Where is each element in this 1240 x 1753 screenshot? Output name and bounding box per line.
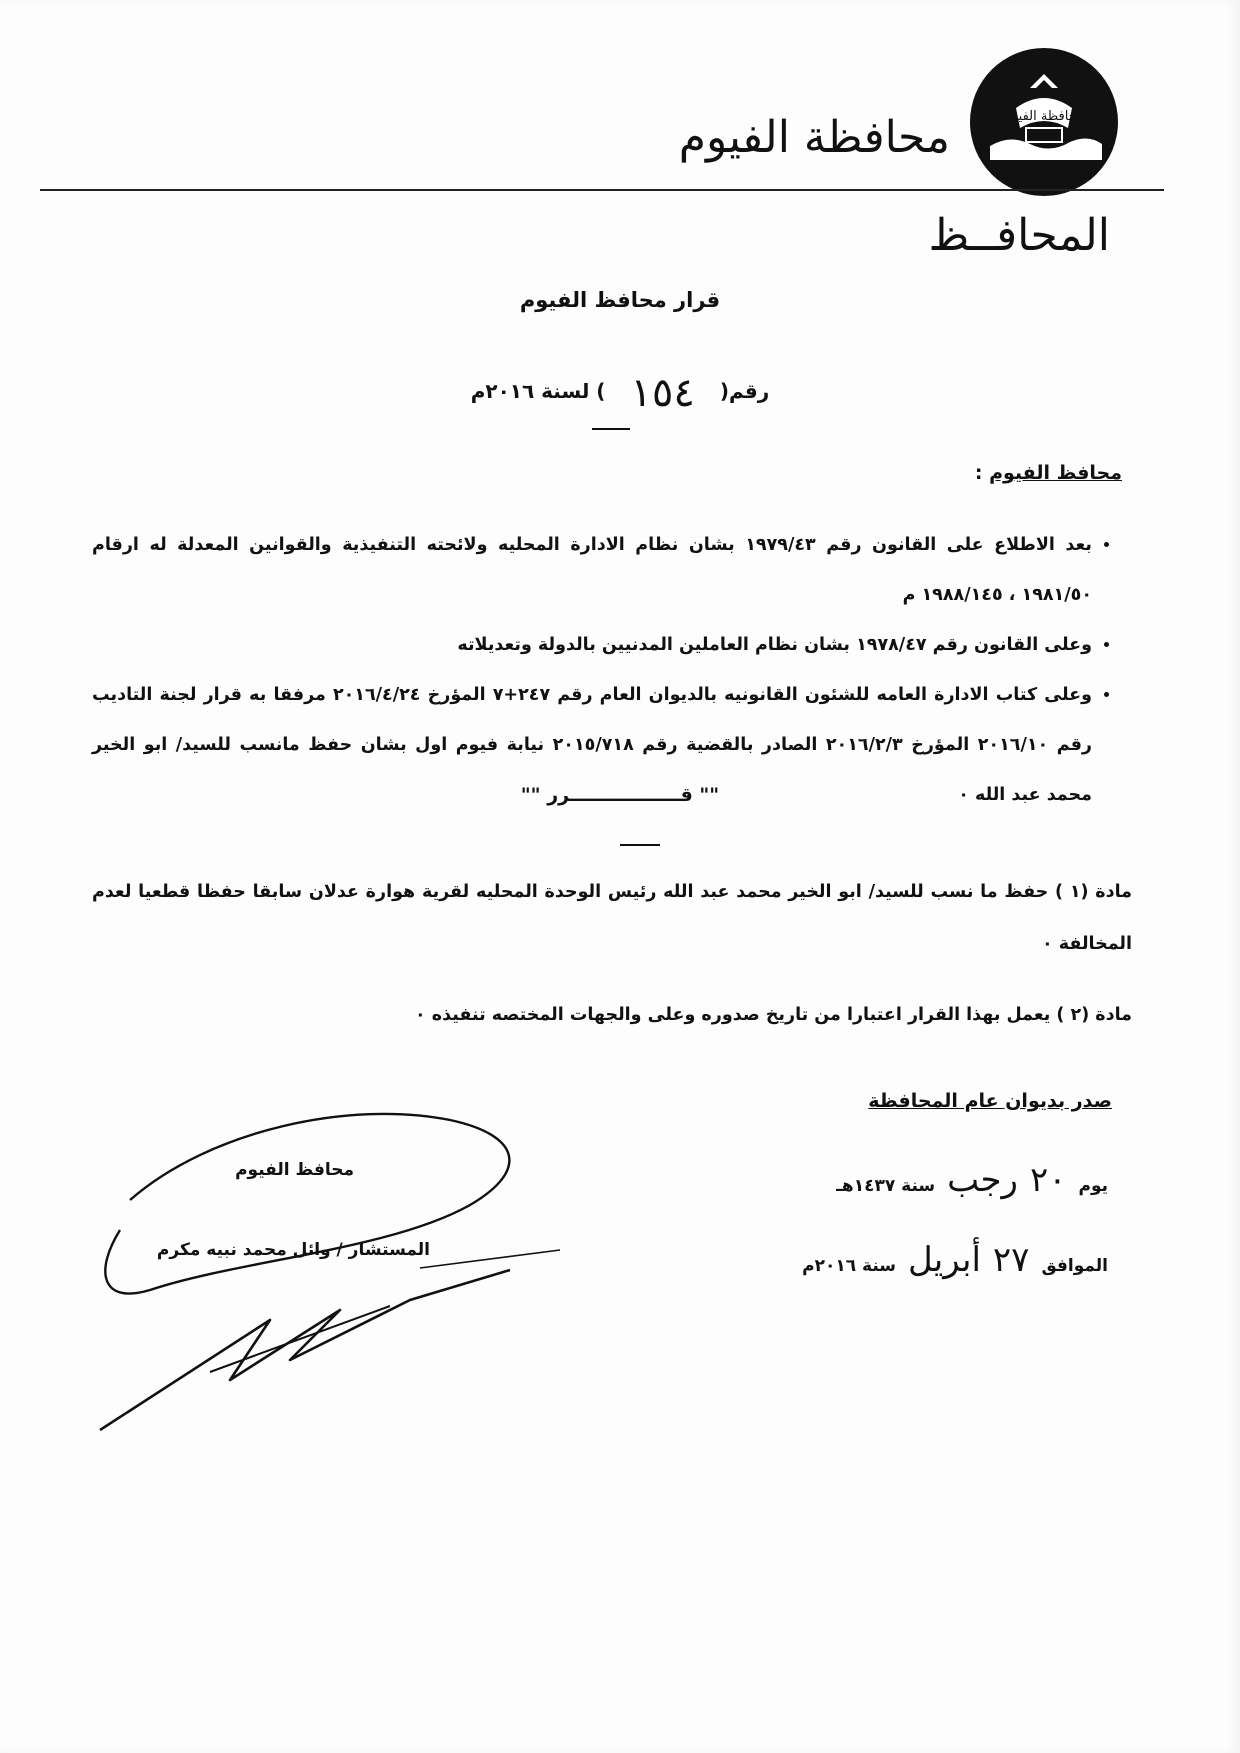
hijri-year: سنة ١٤٣٧هـ [836, 1176, 936, 1196]
office-title: المحافــظ [928, 210, 1110, 261]
article-2: مادة (٢ ) يعمل بهذا القرار اعتبارا من تاريخ صدوره وعلى والجهات المختصه تنفيذه ٠ [415, 1005, 1132, 1025]
signatory-title: محافظ الفيوم [235, 1160, 354, 1180]
addressee-label: محافظ الفيوم [989, 462, 1122, 484]
hijri-month: رجب [947, 1160, 1018, 1200]
governorate-name: محافظة الفيوم [678, 112, 950, 163]
addressee [975, 462, 1122, 484]
decision-number: ١٥٤ [630, 370, 695, 416]
decision-number-line [380, 370, 860, 416]
gregorian-day: ٢٧ [992, 1240, 1030, 1280]
addressee-colon: : [974, 462, 983, 484]
hijri-date [836, 1160, 1108, 1200]
hijri-day-label: يوم [1078, 1176, 1108, 1196]
preamble [92, 520, 1122, 820]
gregorian-month: أبريل [908, 1240, 981, 1280]
decide-dash [620, 844, 660, 846]
seal-text: محافظة الفيوم [1003, 109, 1085, 124]
title-dash [592, 428, 630, 430]
gregorian-date [802, 1240, 1108, 1280]
issued-at: صدر بديوان عام المحافظة [868, 1090, 1112, 1112]
preamble-item: • بعد الاطلاع على القانون رقم ١٩٧٩/٤٣ بشان نظام الادارة المحليه ولائحته التنفيذية والقوانين المعدلة له ارقام ١٩٨١/٥٠ ، ١٩٨٨/١٤٥ م [92, 520, 1092, 620]
year-label: ) لسنة ٢٠١٦م [470, 379, 606, 403]
number-label: رقم( [719, 379, 770, 403]
decide-heading: "" قـــــــــــــــــرر "" [520, 784, 720, 806]
preamble-list [92, 520, 1122, 820]
preamble-item: • وعلى القانون رقم ١٩٧٨/٤٧ بشان نظام العاملين المدنيين بالدولة وتعديلاته [92, 620, 1092, 670]
governorate-seal [970, 48, 1118, 196]
handwritten-signature [90, 1110, 570, 1450]
seal-emblem-icon [970, 48, 1118, 196]
decision-title: قرار محافظ الفيوم [519, 288, 721, 312]
preamble-item: • وعلى كتاب الادارة العامه للشئون القانونيه بالديوان العام رقم ٢٤٧+٧ المؤرخ ٢٠١٦/٤/٢٤ مرفقا به قرار لجنة التاديب رقم ٢٠١٦/١٠ المؤرخ ٢٠١٦/٢/٣ الصادر بالقضية رقم ٢٠١٥/٧١٨ نيابة فيوم اول بشان حفظ مانسب للسيد/ ابو الخير محمد عبد الله ٠ [92, 670, 1092, 820]
signatory-name: المستشار / وائل محمد نبيه مكرم [156, 1240, 430, 1260]
article-1: مادة (١ ) حفظ ما نسب للسيد/ ابو الخير محمد عبد الله رئيس الوحدة المحليه لقرية هوارة عدلان سابقا حفظا قطعيا لعدم المخالفة ٠ [92, 882, 1132, 954]
gregorian-year: سنة ٢٠١٦م [802, 1256, 897, 1276]
header-divider [40, 189, 1164, 191]
hijri-day: ٢٠ [1029, 1160, 1067, 1200]
gregorian-label: الموافق [1041, 1256, 1108, 1276]
